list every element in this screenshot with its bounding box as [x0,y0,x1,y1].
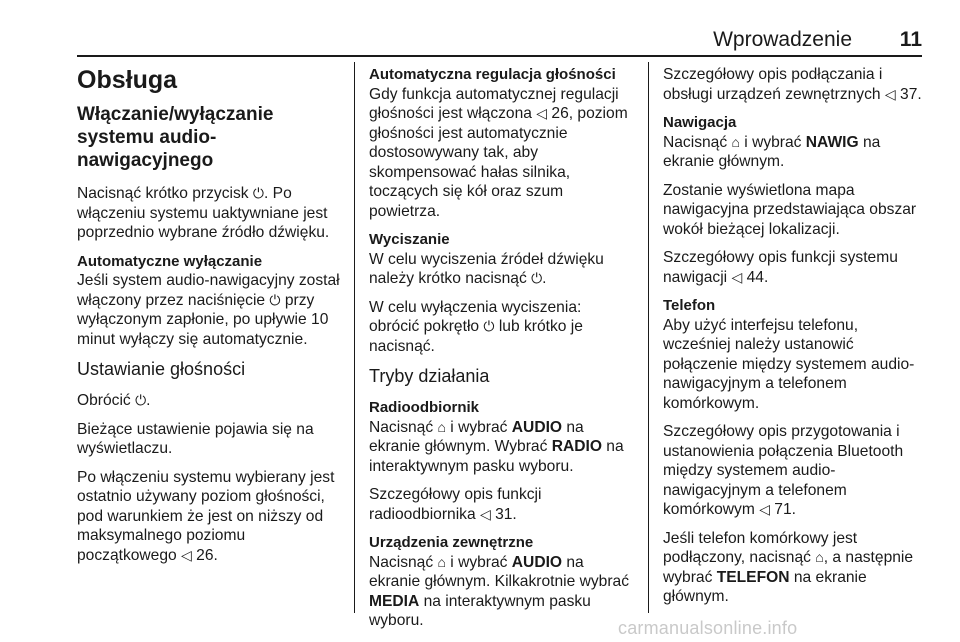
page-ref-icon: ◁ [181,546,192,563]
column-divider [648,62,649,613]
paragraph: Aby użyć interfejsu telefonu, wcześniej należy ustanowić połączenie między systemem audio-nawigacyjnym a telefonem komórkowym. [663,316,915,412]
home-icon: ⌂ [437,418,446,435]
heading-auto-reg: Automatyczna regulacja głośności [369,66,616,83]
page-ref-icon: ◁ [536,105,548,121]
heading-radio: Radioodbiornik [369,399,479,416]
power-icon: ⏻ [269,291,281,308]
paragraph: Szczegółowy opis funkcji radioodbiornika ◁ 31. [369,486,542,523]
heading-obsluga: Obsługa [77,66,178,94]
header-rule [77,55,922,57]
page-header [77,24,922,54]
page-ref-icon: ◁ [759,501,770,517]
paragraph: Nacisnąć ⌂ i wybrać AUDIO na ekranie głównym. Wybrać RADIO na interaktywnym pasku wyboru. [369,418,624,475]
column-divider [354,62,355,613]
paragraph: W celu wyciszenia źródeł dźwięku należy krótko nacisnąć ⏻. [369,250,604,287]
heading-wlaczanie: Włączanie/wyłączanie systemu audio-nawigacyjnego [77,104,274,171]
heading-auto-off: Automatyczne wyłączanie [77,252,263,270]
header-title: Wprowadzenie [713,28,852,51]
paragraph: Obrócić ⏻. [77,392,151,409]
page-number: 11 [899,28,922,51]
heading-telefon: Telefon [663,297,716,314]
paragraph: Nacisnąć krótko przycisk ⏻. Po włączeniu systemu uaktywniane jest poprzednio wybrane źródło dźwięku. [77,185,330,241]
heading-glosnosc: Ustawianie głośności [77,359,246,379]
paragraph: Jeśli system audio-nawigacyjny został włączony przez naciśnięcie ⏻ przy wyłączonym zapłonie, po upływie 10 minut wyłączy się automatycznie. [77,272,340,348]
heading-tryby: Tryby działania [369,366,490,386]
watermark: carmanualsonline.info [618,618,798,638]
paragraph: Jeśli telefon komórkowy jest podłączony, nacisnąć ⌂, a następnie wybrać TELEFON na ekranie głównym. [663,529,914,605]
page-ref-icon: ◁ [884,85,896,102]
paragraph: Szczegółowy opis przygotowania i ustanowienia połączenia Bluetooth między systemem audio-nawigacyjnym a telefonem komórkowym ◁ 71. [663,423,904,518]
paragraph: Nacisnąć ⌂ i wybrać AUDIO na ekranie głównym. Kilkakrotnie wybrać MEDIA na interaktywnym pasku wyboru. [369,553,629,629]
home-icon: ⌂ [731,133,740,150]
paragraph: Szczegółowy opis funkcji systemu nawigacji ◁ 44. [663,249,898,286]
home-icon: ⌂ [815,549,824,565]
page-ref-icon: ◁ [731,268,743,285]
column-1 [77,65,347,574]
paragraph: Szczegółowy opis podłączania i obsługi urządzeń zewnętrznych ◁ 37. [663,66,922,103]
power-icon: ⏻ [531,270,543,286]
power-icon: ⏻ [135,392,147,408]
paragraph: W celu wyłączenia wyciszenia: obrócić pokrętło ⏻ lub krótko je nacisnąć. [369,298,583,355]
page-ref-icon: ◁ [479,505,491,522]
paragraph: Gdy funkcja automatycznej regulacji głośności jest włączona ◁ 26, poziom głośności jest automatycznie dostosowywany tak, aby skompensować hałas silnika, toczących się kół oraz szum powietrza. [369,85,628,220]
paragraph: Po włączeniu systemu wybierany jest ostatnio używany poziom głośności, pod warunkiem że jest on niższy od maksymalnego poziomu początkowego ◁ 26. [77,468,335,564]
heading-nawigacja: Nawigacja [663,114,737,131]
column-2 [369,65,634,640]
heading-urzadzenia: Urządzenia zewnętrzne [369,534,534,551]
power-icon: ⏻ [483,318,495,334]
heading-wyciszanie: Wyciszanie [369,231,450,248]
paragraph: Bieżące ustawienie pojawia się na wyświetlaczu. [77,420,314,457]
column-3 [663,65,928,616]
home-icon: ⌂ [437,553,446,570]
paragraph: Nacisnąć ⌂ i wybrać NAWIG na ekranie głównym. [663,133,881,170]
paragraph: Zostanie wyświetlona mapa nawigacyjna przedstawiająca obszar wokół bieżącej lokalizacji. [663,181,917,238]
power-icon: ⏻ [252,185,264,201]
